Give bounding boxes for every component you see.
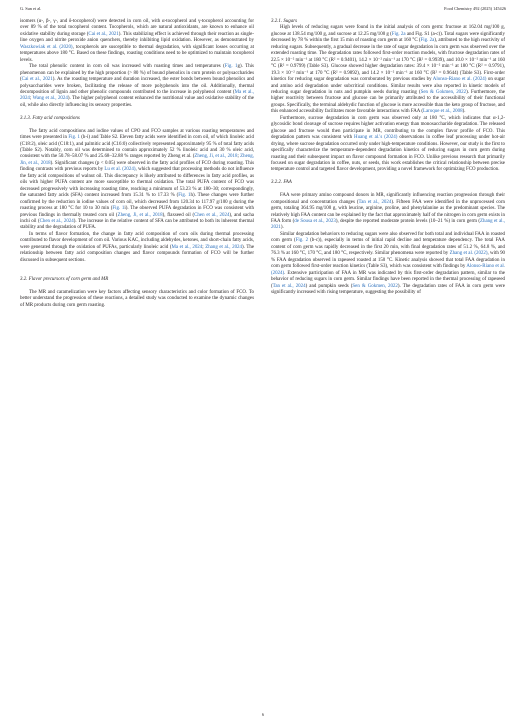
citation-link[interactable]: Fig. 1 <box>68 135 80 141</box>
right-column <box>271 19 505 296</box>
citation-link[interactable]: Zheng, Jin, et al., 2018 <box>20 154 255 166</box>
header-authors: G. Sun et al. <box>20 6 42 11</box>
citation-link[interactable]: Zheng, Ji, et al., 2018 <box>117 212 163 218</box>
citation-link[interactable]: Fig. 2a <box>420 38 435 44</box>
citation-link[interactable]: Fig. 2a <box>391 31 406 37</box>
paragraph: The MR and caramelization were key factors affecting sensory characteristics and color formation of FCO. To better understand the progression of these reactions, a detailed study was conducted to examine the dynamic changes of MR products during corn germ roasting. <box>20 289 254 308</box>
paragraph: In terms of flavor formation, the change in fatty acid composition of corn oils during thermal processing contributed to flavor development of corn oil. Various KAC, including aldehydes, ketones, and short-chain fatty acids, were generated through the oxidation of PUFAs, particularly linoleic acid (Ma et al., 2024; Zhang et al., 2024). The relationship between fatty acid composition changes and flavor compounds formation of FCO will be further discussed in subsequent sections. <box>20 231 255 263</box>
citation-link[interactable]: Lu et al. (2024) <box>104 167 136 173</box>
citation-link[interactable]: Wang et al., 2024 <box>32 96 68 102</box>
paragraph: The fatty acid compositions and iodine values of CPO and FCO samples at various roasting temperatures and times were presented in Fig. 1 (h-i) and Table S2. Eleven fatty acids were identified in corn oil, of which linoleic acid (C18:2), oleic acid (C18:1), and palmitic acid (C16:0) collectively represented approximately 95 % of total fatty acids (Table S2). Notably, corn oil was determined to contain approximately 52 % linoleic acid and 30 % oleic acid, consistent with the 50.78–58.07 % and 25.68–32.88 % ranges reported by Zheng et al. (Zheng, Ji, et al., 2018; Zheng, Jin, et al., 2018). Significant changes (p < 0.05) were observed in the fatty acid profiles of FCO during roasting. This finding contrasts with previous reports by Lu et al. (2024), which suggested that processing methods do not influence the fatty acid compositions of walnut oil. This discrepancy is likely attributed to differences in fatty acid profiles, as oils with higher PUFA content are more susceptible to thermal oxidation. The total PUFA content of FCO was decreased progressively with increasing roasting time, reaching a minimum of 53.23 % at 180–30; correspondingly, the saturated fatty acids (SFA) content increased from 15.31 % to 17.33 % (Fig. 1h). These changes were further confirmed by the reduction in iodine values of corn oil, which decreased from 120.34 to 117.97 g/100 g during the roasting process at 180 °C for 10 to 30 min (Fig. 1i). The observed PUFA degradation in FCO was consistent with previous findings in thermally treated corn oil (Zheng, Ji, et al., 2018), flaxseed oil (Chen et al., 2024), and sacha inchi oil (Chen et al., 2024). The increase in the relative content of SFA can be attributed to both its inherent thermal stability and the degradation of PUFA. <box>20 128 255 231</box>
citation-link[interactable]: Cai et al., 2021 <box>21 77 53 83</box>
paragraph: FAA were primary amino compound donors in MR, significantly influencing reaction progression through their compositional and concentration changes (Tan et al., 2024). Fifteen FAA were identified in the unprocessed corn germ, totaling 364.95 mg/100 g, with leucine, arginine, proline, and phenylalanine as the predominant species. The relatively high FAA content can be explained by the fact that approximately half of the nitrogen in corn germ exists in FAA form (de Sousa et al., 2023), despite the reported moderate protein levels (10–21 %) in corn germ (Zhang et al., 2021). <box>271 193 506 231</box>
citation-link[interactable]: Chen et al., 2024 <box>194 212 230 218</box>
citation-link[interactable]: Fig. 1 <box>178 193 191 199</box>
paragraph: Similar degradation behaviors to reducing sugars were also observed for both total and individual FAA in roasted corn germ (Fig. 2 (b-c)), especially in terms of initial rapid decline and temperature dependency. The total FAA content of corn germ was rapidly decreased in the first 20 min, with final degradation rates of 51.2 %, 64.8 %, and 76.3 % at 160 °C, 170 °C, and 180 °C, respectively. Similar phenomena were reported by Zhang et al. (2022), with 90 % FAA degradation observed in rapeseed roasted at 150 °C. Kinetic analysis showed that total FAA degradation in corn germ followed first-order reaction kinetics (Table S3), which was consistent with findings by Alonso-Riano et al. (2024). Extensive participation of FAA in MR was indicated by this first-order degradation pattern, similar to the behavior of reducing sugars in corn germ. Similar findings have been reported in the thermal processing of rapeseed (Tan et al., 2024) and pumpkin seeds (Sen & Gokmen, 2022). The degradation rates of FAA in corn germ were significantly increased with rising temperature, suggesting the possibility of <box>271 231 506 295</box>
citation-link[interactable]: Alonso-Riano et al. (2024) <box>432 77 487 83</box>
paragraph: High levels of reducing sugars were found in the initial analysis of corn germ: fructose at 162.04 mg/100 g, glucose at 138.54 mg/100 g, and sucrose at 12.25 mg/100 g (Fig. 2a and Fig. S1 (a-c)). Total sugars were significantly decreased by 78 % within the first 15 min of roasting corn germ at 160 °C (Fig. 2a), attributed to the high reactivity of reducing sugars. Subsequently, a gradual decrease in the rate of sugar degradation in corn germ was observed over the extended roasting time. The degradation rates followed first-order reaction models, with fructose degradation rates of 22.5 × 10⁻² min⁻¹ at 180 °C (R² = 0.9401), 14.2 × 10⁻² min⁻¹ at 170 °C (R² = 0.9939), and 10.0 × 10⁻² min⁻¹ at 160 °C (R² = 0.9799) (Table S3). Glucose showed higher degradation rates: 39.4 × 10⁻² min⁻¹ at 180 °C (R² = 0.9791), 19.3 × 10⁻² min⁻¹ at 170 °C (R² = 0.9892), and 14.2 × 10⁻² min⁻¹ at 160 °C (R² = 0.9644) (Table S3). First-order kinetics for reducing sugar degradation was corroborated by previous studies by Alonso-Riano et al. (2024) on sugar and amino acid degradation under subcritical conditions. Similar results were also reported in kinetic models of reducing sugar degradation in nuts and pumpkin seeds during roasting (Sen & Gokmen, 2022). Furthermore, the higher reactivity between fructose and glucose can be primarily attributed to the accessibility of their functional groups. Specifically, the terminal aldehydic function of glucose is more accessible than the keto group of fructose, and this enhanced accessibility facilitates more favorable interactions with FAA (Laroque et al., 2008). <box>271 25 506 115</box>
citation-link[interactable]: Zheng, Ji, et al., 2018 <box>194 154 238 160</box>
paragraph: isomers (α-, β-, γ-, and δ-tocopherol) were detected in corn oil, with α-tocopherol and γ-tocopherol accounting for over 89 % of the total tocopherol content. Tocopherols, which are natural antioxidants, are known to enhance oil oxidative stability during storage (Cai et al., 2021). This stabilizing effect is achieved through their reaction as single-line oxygen and nitrite peroxide anion quenchers, thereby inhibiting lipid oxidation. However, as demonstrated by Waszkowiak et al. (2020), tocopherols are susceptible to thermal degradation, with significant losses occurring at temperatures above 180 °C. Based on these findings, roasting conditions need to be optimized to maintain tocopherol levels. <box>20 19 255 63</box>
running-header <box>20 6 506 11</box>
header-journal: Food Chemistry 492 (2025) 145426 <box>444 6 506 11</box>
citation-link[interactable]: Zhang et al., 2024 <box>205 244 242 250</box>
citation-link[interactable]: Fig. 2 <box>295 238 309 244</box>
citation-link[interactable]: Chen et al., 2024 <box>39 219 74 225</box>
citation-link[interactable]: Tan et al., 2024 <box>272 283 306 289</box>
citation-link[interactable]: Waszkowiak et al. (2020) <box>20 44 73 50</box>
citation-link[interactable]: Fig. 1 <box>224 64 238 70</box>
citation-link[interactable]: Zhang et al. (2022) <box>449 251 488 257</box>
citation-link[interactable]: Fig. 1 <box>112 206 125 212</box>
page-number: 6 <box>261 712 265 717</box>
citation-link[interactable]: Laroque et al., 2008 <box>422 109 463 115</box>
section-heading: 3.2. Flavor precursors of corn germ and MR <box>20 277 109 283</box>
citation-link[interactable]: Cai et al., 2021 <box>88 31 119 37</box>
left-column <box>20 19 254 309</box>
citation-link[interactable]: Sen & Gokmen, 2022 <box>352 283 398 289</box>
section-heading: 3.2.2. FAA <box>271 180 292 186</box>
citation-link[interactable]: Ma et al., 2024 <box>171 244 203 250</box>
citation-link[interactable]: de Sousa et al., 2023 <box>294 219 336 225</box>
section-heading: 3.1.3. Fatty acid compositions <box>20 115 80 121</box>
citation-link[interactable]: Ma et al., 2024 <box>20 89 254 102</box>
section-heading: 3.2.1. Sugars <box>271 19 298 24</box>
citation-link[interactable]: Alonso-Riano et al. (2024) <box>271 264 505 276</box>
citation-link[interactable]: Tan et al., 2024 <box>358 199 392 205</box>
citation-link[interactable]: Zhang et al., 2021 <box>271 219 505 231</box>
citation-link[interactable]: Sen & Gokmen, 2022 <box>420 89 467 95</box>
paragraph: Furthermore, sucrose degradation in corn germ was observed only at 180 °C, which indicates that α-1,2-glycosidic bond cleavage of sucrose requires higher activation energy than monosaccharide degradation. The released glucose and fructose would then participate in MR, contributing to the complex flavor profile of FCO. This degradation pattern was consistent with Huang et al.'s (2024) observations in coffee leaf processing under hot-air drying, where sucrose degradation occurred only under high-temperature conditions. However, our study is the first to specifically characterize the temperature-dependent degradation kinetics of reducing sugars in corn germ during roasting and their subsequent impact on flavor compound formation in FCO. Unlike previous research that primarily focused on sugar degradation in coffee, nuts, or seeds, this work establishes the critical relationship between precise temperature control and targeted flavor development, providing a novel framework for optimizing FCO production. <box>271 115 506 173</box>
paragraph: The total phenolic content in corn oil was increased with roasting times and temperatures (Fig. 1g). This phenomenon can be explained by the high proportion (> 80 %) of bound phenolics in corn protein or polysaccharides (Cai et al., 2021). As the roasting temperature and duration increased, the ester bonds between bound phenolics and polysaccharides were broken, facilitating the release of more polyphenols into the oil. Additionally, thermal decomposition of lignin and other phenolic compounds contributed to the increase in polyphenol content (Ma et al., 2024; Wang et al., 2024). The higher polyphenol content enhanced the nutritional value and oxidative stability of the oil, while also directly influencing its sensory properties. <box>20 64 255 108</box>
citation-link[interactable]: Huang et al.'s (2024) <box>354 135 398 141</box>
